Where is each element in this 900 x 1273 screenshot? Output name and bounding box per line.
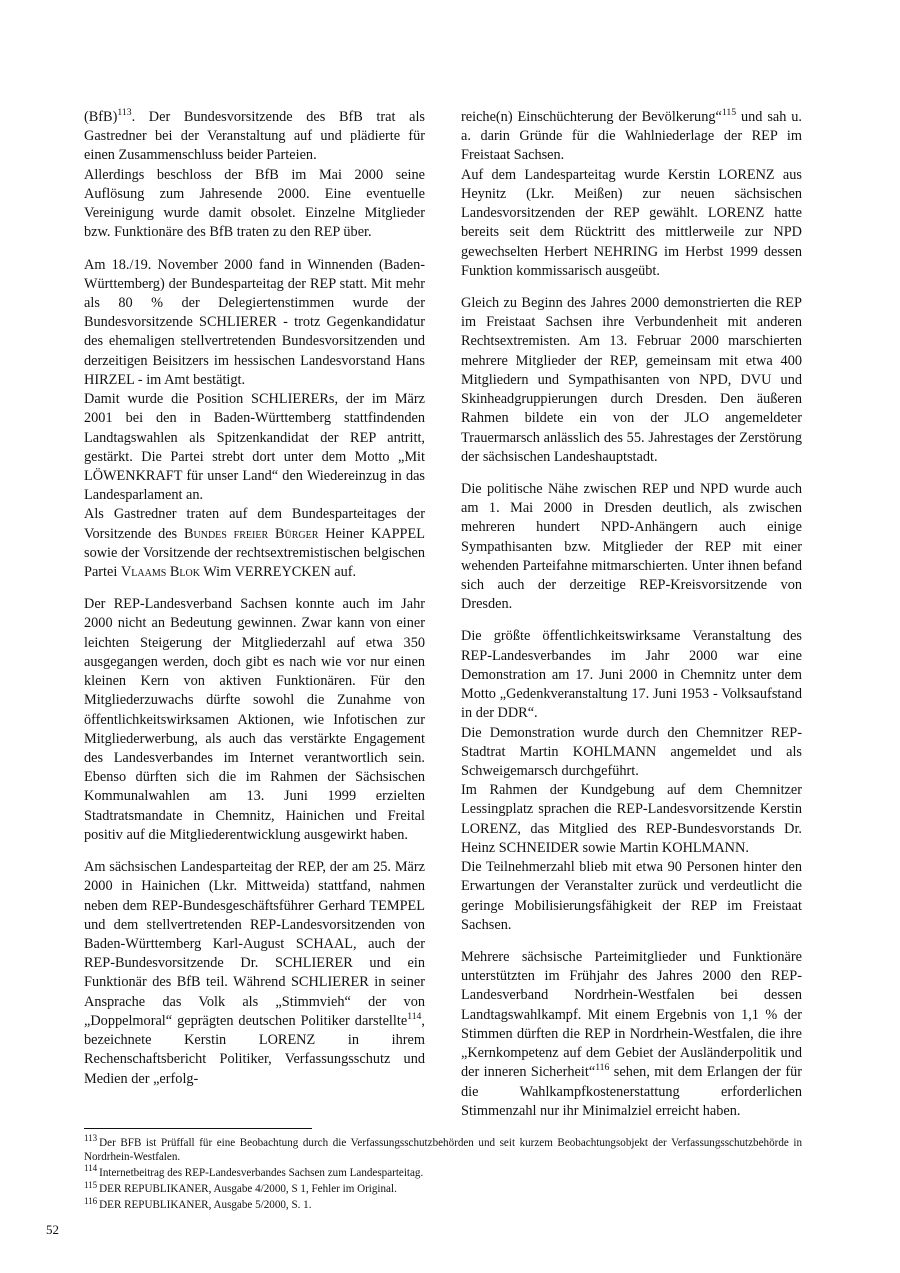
body-left-paragraph: Der REP-Landesverband Sachsen konnte auch im Jahr 2000 nicht an Bedeutung gewinnen. Zwar kann von einer leichten Steigerung der Mitgliederzahl auf etwa 350 ausgegangen werden, doch gibt es nach wie vor nur einen kleinen Kern von aktiven Funktionären. Für den Mitgliederzuwachs dürfte sowohl die Zunahme von öffentlichkeitswirksamen Aktionen, wie Infotischen zur Mitgliederwerbung, als auch das verstärkte Engagement des Landesverbandes im Internet verantwortlich sein. Ebenso dürften sich die im Rahmen der Sächsischen Kommunalwahlen am 13. Juni 1999 erzielten Stadtratsmandate in Chemnitz, Hainichen und Freital positiv auf die Mitgliederentwicklung ausgewirkt haben. [84,596,425,843]
footnote-separator-rule [84,1128,312,1129]
footnote-number: 114 [84,1163,98,1174]
footnote-number: 113 [84,1133,98,1144]
body-left-paragraph: Allerdings beschloss der BfB im Mai 2000 seine Auflösung zum Jahresende 2000. Eine eventuelle Vereinigung wurde damit obsolet. Einzelne Mitglieder bzw. Funktionäre des BfB traten zu den REP über. [84,166,425,241]
body-right-paragraph: reiche(n) Einschüchterung der Bevölkerung“$^{115}$ und sah u. a. darin Gründe für die Wahlniederlage der REP im Freistaat Sachsen. [461,107,803,164]
two-column-body [84,108,802,1121]
right-column [461,108,802,1121]
body-left-paragraph: Damit wurde die Position SCHLIERERs, der im März 2001 bei den in Baden-Württemberg stattfindenden Landtagswahlen als Spitzenkandidat der REP antritt, gestärkt. Die Partei strebt dort unter dem Motto „Mit LÖWENKRAFT für unser Land“ den Wiedereinzug in das Landesparlament an. [84,391,425,504]
body-right-paragraph: Gleich zu Beginn des Jahres 2000 demonstrierten die REP im Freistaat Sachsen ihre Verbundenheit mit anderen Rechtsextremisten. Am 13. Februar 2000 marschierten mehrere Mitglieder der REP, gemeinsam mit etwa 400 Mitgliedern und Sympathisanten von NPD, DVU und Skinheadgruppierungen durch Dresden. Den äußeren Rahmen bildete ein von der JLO angemeldeter Trauermarsch anlässlich des 55. Jahrestages der Zerstörung der sächsischen Landeshauptstadt. [461,294,802,465]
footnote-list [84,1133,802,1212]
footnote-item: $^{116}$ DER REPUBLIKANER, Ausgabe 5/2000, S. 1. [84,1195,312,1212]
body-left-paragraph: Am 18./19. November 2000 fand in Winnenden (Baden-Württemberg) der Bundesparteitag der REP statt. Mit mehr als 80 % der Delegiertenstimmen wurde der Bundesvorsitzende SCHLIERER - trotz Gegenkandidatur des ehemaligen stellvertretenden Bundesvorsitzenden und derzeitigen Beisitzers im hessischen Landesvorstand Hans HIRZEL - im Amt bestätigt. [84,256,425,388]
body-left-paragraph: Am sächsischen Landesparteitag der REP, der am 25. März 2000 in Hainichen (Lkr. Mittweida) stattfand, nahmen neben dem REP-Bundesgeschäftsführer Gerhard TEMPEL und dem stellvertretenden REP-Landesvorsitzenden von Baden-Württemberg Karl-August SCHAAL, auch der REP-Bundesvorsitzende Dr. SCHLIERER und ein Funktionär des BfB teil. Während SCHLIERER in seiner Ansprache das Volk als „Stimmvieh“ der von „Doppelmoral“ geprägten deutschen Politiker darstellte$^{114}$, bezeichnete Kerstin LORENZ in ihrem Rechenschaftsbericht Politiker, Verfassungsschutz und Medien der „erfolg- [84,859,425,1087]
page-number: 52 [46,1222,59,1237]
footnote-number: 116 [84,1195,98,1206]
footnote-section [84,1128,802,1214]
body-right-paragraph: Die Demonstration wurde durch den Chemnitzer REP-Stadtrat Martin KOHLMANN angemeldet und als Schweigemarsch durchgeführt. [461,724,802,779]
footnote-item: $^{115}$ DER REPUBLIKANER, Ausgabe 4/2000, S 1, Fehler im Original. [84,1179,397,1196]
body-right-paragraph: Im Rahmen der Kundgebung auf dem Chemnitzer Lessingplatz sprachen die REP-Landesvorsitzende Kerstin LORENZ, das Mitglied des REP-Bundesvorstands Dr. Heinz SCHNEIDER sowie Martin KOHLMANN. [461,782,802,856]
body-right-paragraph: Die Teilnehmerzahl blieb mit etwa 90 Personen hinter den Erwartungen der Veranstalter zurück und verdeutlicht die geringe Mobilisierungsfähigkeit der REP im Freistaat Sachsen. [461,859,802,933]
body-left-paragraph: Als Gastredner traten auf dem Bundesparteitages der Vorsitzende des Bundes freier Bürger Heiner KAPPEL sowie der Vorsitzende der rechtsextremistischen belgischen Partei Vlaams Blok Wim VERREYCKEN auf. [84,506,425,581]
body-right-paragraph: Auf dem Landesparteitag wurde Kerstin LORENZ aus Heynitz (Lkr. Meißen) zur neuen sächsischen Landesvorsitzenden der REP gewählt. LORENZ hatte bereits seit dem Rücktritt des mittlerweile zur NPD gewechselten Herbert NEHRING im Herbst 1999 dessen Funktion kommissarisch ausgeübt. [461,166,802,279]
footnote-item: $^{114}$ Internetbeitrag des REP-Landesverbandes Sachsen zum Landesparteitag. [84,1163,424,1180]
body-left-paragraph: (BfB)$^{113}$. Der Bundesvorsitzende des BfB trat als Gastredner bei der Veranstaltung auf und plädierte für einen Zusammenschluss beider Parteien. [84,107,425,164]
footnote-number: 115 [84,1179,98,1190]
body-right-paragraph: Mehrere sächsische Parteimitglieder und Funktionäre unterstützten im Frühjahr des Jahres 2000 den REP-Landesverband Nordrhein-Westfalen bei dessen Landtagswahlkampf. Mit einem Ergebnis von 1,1 % der Stimmen dürften die REP in Nordrhein-Westfalen, die ihre „Kernkompetenz auf dem Gebiet der Ausländerpolitik und der inneren Sicherheit“$^{116}$ sehen, mit dem Erlangen der für die Wahlkampfkostenerstattung erforderlichen Stimmenzahl nur ihr Minimalziel erreicht haben. [461,948,802,1119]
left-column [84,108,425,1121]
footnote-item: $^{113}$ Der BFB ist Prüffall für eine Beobachtung durch die Verfassungsschutzbehörden und seit kurzem Beobachtungsobjekt der Verfassungsschutzbehörde in Nordrhein-Westfalen. [84,1133,802,1164]
body-right-paragraph: Die größte öffentlichkeitswirksame Veranstaltung des REP-Landesverbandes im Jahr 2000 war eine Demonstration am 17. Juni 2000 in Chemnitz unter dem Motto „Gedenkveranstaltung 17. Juni 1953 - Volksaufstand in der DDR“. [461,628,802,722]
body-right-paragraph: Die politische Nähe zwischen REP und NPD wurde auch am 1. Mai 2000 in Dresden deutlich, als zwischen mehreren hundert NPD-Anhängern auch einige Sympathisanten bzw. Mitglieder der REP mit einer wehenden Parteifahne mitmarschierten. Unter ihnen befand sich auch der derzeitige REP-Kreisvorsitzende von Dresden. [461,480,802,613]
